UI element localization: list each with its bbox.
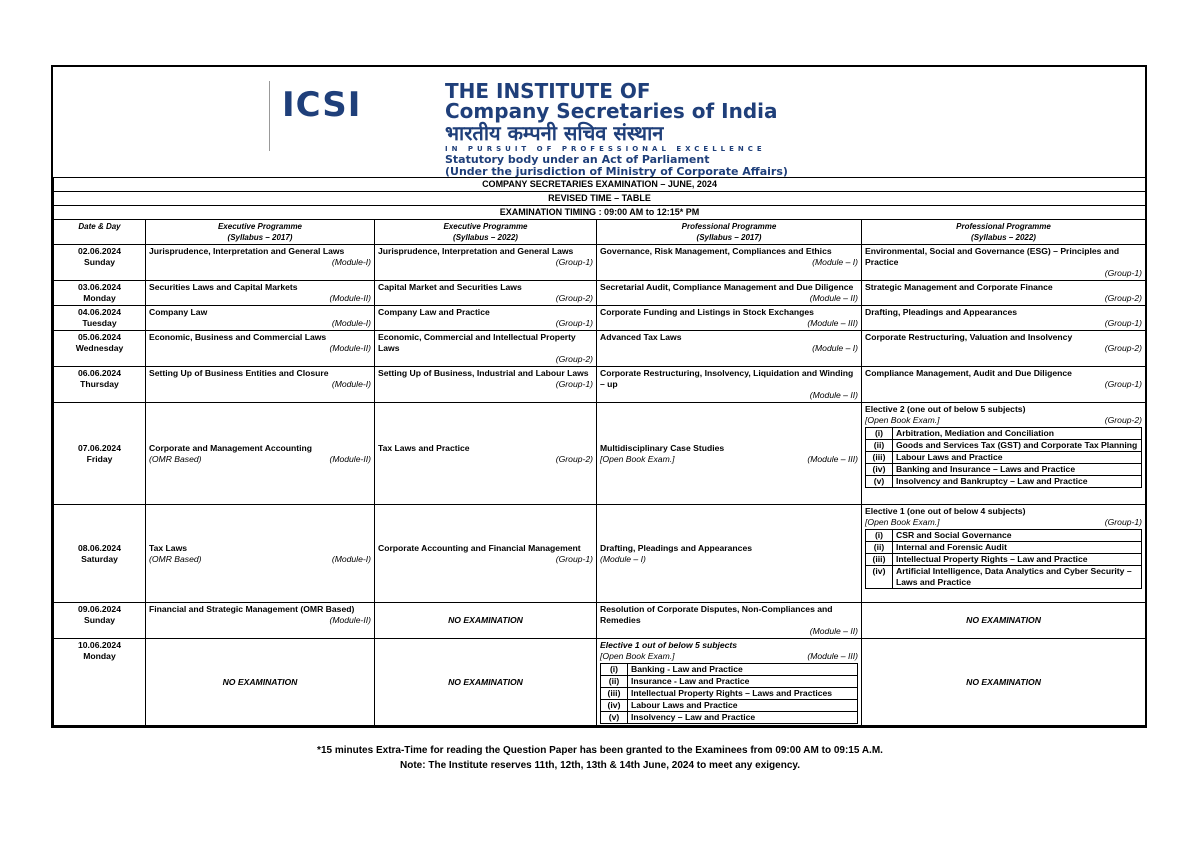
elective-item	[866, 542, 1142, 554]
timetable-frame	[51, 65, 1147, 728]
subject-cell: Jurisprudence, Interpretation and General Laws (Group-1)	[375, 245, 597, 281]
elective-number: (iv)	[866, 464, 893, 476]
no-exam-cell: NO EXAMINATION	[375, 639, 597, 726]
date-cell: 07.06.2024 Friday	[54, 403, 146, 505]
subject-cell: Strategic Management and Corporate Finance (Group-2)	[862, 281, 1146, 306]
col-prof-2017: Professional Programme (Syllabus – 2017)	[597, 220, 862, 245]
subject-cell: Setting Up of Business, Industrial and Labour Laws (Group-1)	[375, 367, 597, 403]
table-row	[54, 306, 1146, 331]
subject-cell: Compliance Management, Audit and Due Diligence (Group-1)	[862, 367, 1146, 403]
footer-note-1: *15 minutes Extra-Time for reading the Question Paper has been granted to the Examinees from 09:00 AM to 09:15 A.M.	[317, 745, 883, 756]
subject-cell: Resolution of Corporate Disputes, Non-Compliances and Remedies (Module – II)	[597, 603, 862, 639]
elective-list	[865, 427, 1142, 488]
subject-cell: Jurisprudence, Interpretation and General Laws (Module-I)	[146, 245, 375, 281]
col-prof-2022: Professional Programme (Syllabus – 2022)	[862, 220, 1146, 245]
subject-cell: Corporate Funding and Listings in Stock Exchanges (Module – III)	[597, 306, 862, 331]
subject-cell: Financial and Strategic Management (OMR Based) (Module-II)	[146, 603, 375, 639]
subject-cell: Drafting, Pleadings and Appearances (Module – I)	[597, 505, 862, 603]
date-cell: 03.06.2024 Monday	[54, 281, 146, 306]
elective-item	[601, 664, 858, 676]
subject-cell: Economic, Commercial and Intellectual Property Laws (Group-2)	[375, 331, 597, 367]
elective-subject: Intellectual Property Rights – Laws and Practices	[628, 688, 858, 700]
elective-item	[866, 464, 1142, 476]
exam-title: COMPANY SECRETARIES EXAMINATION – JUNE, 2024	[54, 178, 1146, 192]
elective-subject: Insurance - Law and Practice	[628, 676, 858, 688]
elective-subject: Artificial Intelligence, Data Analytics and Cyber Security – Laws and Practice	[893, 566, 1142, 589]
elective-subject: Banking and Insurance – Laws and Practice	[893, 464, 1142, 476]
letterhead	[53, 67, 1145, 177]
subject-cell: Corporate and Management Accounting (OMR Based) (Module-II)	[146, 403, 375, 505]
no-exam-cell: NO EXAMINATION	[146, 639, 375, 726]
elective-item	[601, 688, 858, 700]
subject-cell: Secretarial Audit, Compliance Management and Due Diligence (Module – II)	[597, 281, 862, 306]
col-date: Date & Day	[54, 220, 146, 245]
subject-cell: Tax Laws and Practice (Group-2)	[375, 403, 597, 505]
table-row	[54, 331, 1146, 367]
elective-cell: Elective 1 out of below 5 subjects [Open Book Exam.] (Module – III) (i) Banking - Law and Practice (ii) Insurance - Law and Practice (iii) Intellectual Property Rights – Laws and Practices (iv) Labour Laws and Practice (v) Insolvency – Law and Practice	[597, 639, 862, 726]
elective-subject: Labour Laws and Practice	[893, 452, 1142, 464]
subject-cell: Company Law and Practice (Group-1)	[375, 306, 597, 331]
elective-item	[866, 566, 1142, 589]
elective-subject: Intellectual Property Rights – Law and Practice	[893, 554, 1142, 566]
elective-number: (v)	[866, 476, 893, 488]
date-cell: 02.06.2024 Sunday	[54, 245, 146, 281]
exam-schedule-table	[53, 177, 1146, 726]
elective-item	[866, 476, 1142, 488]
elective-number: (iii)	[601, 688, 628, 700]
elective-item	[866, 530, 1142, 542]
elective-cell: Elective 1 (one out of below 4 subjects) [Open Book Exam.] (Group-1) (i) CSR and Social Governance (ii) Internal and Forensic Audit (iii) Intellectual Property Rights – Law and Practice (iv) Artificial Intelligence, Data Analytics and Cyber Security – Laws and Practice	[862, 505, 1146, 603]
institute-line2: Company Secretaries of India	[445, 99, 778, 123]
subject-cell: Advanced Tax Laws (Module – I)	[597, 331, 862, 367]
elective-item	[866, 554, 1142, 566]
elective-number: (iv)	[866, 566, 893, 589]
no-exam-cell: NO EXAMINATION	[862, 603, 1146, 639]
elective-cell: Elective 2 (one out of below 5 subjects) [Open Book Exam.] (Group-2) (i) Arbitration, Mediation and Conciliation (ii) Goods and Services Tax (GST) and Corporate Tax Planning (iii) Labour Laws and Practice (iv) Banking and Insurance – Laws and Practice (v) Insolvency and Bankruptcy – Law and Practice	[862, 403, 1146, 505]
elective-number: (ii)	[601, 676, 628, 688]
elective-number: (i)	[866, 428, 893, 440]
divider	[269, 81, 270, 151]
statutory-line: Statutory body under an Act of Parliament	[445, 153, 710, 166]
elective-number: (iv)	[601, 700, 628, 712]
elective-item	[601, 676, 858, 688]
timing-title: EXAMINATION TIMING : 09:00 AM to 12:15* PM	[54, 206, 1146, 220]
institute-hindi: भारतीय कम्पनी सचिव संस्थान	[445, 121, 664, 145]
footer-note-2: Note: The Institute reserves 11th, 12th, 13th & 14th June, 2024 to meet any exigency.	[400, 760, 800, 771]
col-exec-2017: Executive Programme (Syllabus – 2017)	[146, 220, 375, 245]
subject-cell: Tax Laws (OMR Based) (Module-I)	[146, 505, 375, 603]
no-exam-cell: NO EXAMINATION	[375, 603, 597, 639]
elective-subject: Insolvency – Law and Practice	[628, 712, 858, 724]
date-cell: 05.06.2024 Wednesday	[54, 331, 146, 367]
subject-cell: Environmental, Social and Governance (ESG) – Principles and Practice (Group-1)	[862, 245, 1146, 281]
elective-list	[600, 663, 858, 724]
subject-cell: Corporate Restructuring, Valuation and Insolvency (Group-2)	[862, 331, 1146, 367]
table-row	[54, 505, 1146, 603]
elective-number: (i)	[866, 530, 893, 542]
header-row	[54, 220, 1146, 245]
subject-cell: Setting Up of Business Entities and Closure (Module-I)	[146, 367, 375, 403]
subject-cell: Economic, Business and Commercial Laws (Module-II)	[146, 331, 375, 367]
table-row	[54, 603, 1146, 639]
elective-number: (v)	[601, 712, 628, 724]
elective-item	[866, 428, 1142, 440]
subject-cell: Corporate Restructuring, Insolvency, Liquidation and Winding – up (Module – II)	[597, 367, 862, 403]
col-exec-2022: Executive Programme (Syllabus – 2022)	[375, 220, 597, 245]
institute-name-block	[445, 81, 788, 178]
tagline: IN PURSUIT OF PROFESSIONAL EXCELLENCE	[445, 145, 766, 153]
elective-number: (ii)	[866, 440, 893, 452]
subject-cell: Multidisciplinary Case Studies [Open Book Exam.] (Module – III)	[597, 403, 862, 505]
table-row	[54, 367, 1146, 403]
table-row	[54, 639, 1146, 726]
subject-cell: Company Law (Module-I)	[146, 306, 375, 331]
elective-subject: Internal and Forensic Audit	[893, 542, 1142, 554]
institute-line1: THE INSTITUTE OF	[445, 79, 651, 103]
elective-item	[601, 712, 858, 724]
elective-item	[866, 440, 1142, 452]
elective-subject: CSR and Social Governance	[893, 530, 1142, 542]
subject-cell: Capital Market and Securities Laws (Group-2)	[375, 281, 597, 306]
icsi-logo: ICSI	[282, 85, 362, 125]
table-row	[54, 281, 1146, 306]
elective-item	[866, 452, 1142, 464]
date-cell: 04.06.2024 Tuesday	[54, 306, 146, 331]
date-cell: 09.06.2024 Sunday	[54, 603, 146, 639]
subject-cell: Drafting, Pleadings and Appearances (Group-1)	[862, 306, 1146, 331]
elective-number: (iii)	[866, 452, 893, 464]
date-cell: 10.06.2024 Monday	[54, 639, 146, 726]
elective-subject: Labour Laws and Practice	[628, 700, 858, 712]
elective-subject: Goods and Services Tax (GST) and Corporate Tax Planning	[893, 440, 1142, 452]
subject-cell: Corporate Accounting and Financial Management (Group-1)	[375, 505, 597, 603]
elective-item	[601, 700, 858, 712]
table-row	[54, 245, 1146, 281]
subject-cell: Governance, Risk Management, Compliances and Ethics (Module – I)	[597, 245, 862, 281]
elective-subject: Insolvency and Bankruptcy – Law and Practice	[893, 476, 1142, 488]
jurisdiction-line: (Under the jurisdiction of Ministry of Corporate Affairs)	[445, 165, 788, 178]
no-exam-cell: NO EXAMINATION	[862, 639, 1146, 726]
date-cell: 06.06.2024 Thursday	[54, 367, 146, 403]
elective-number: (ii)	[866, 542, 893, 554]
revised-title: REVISED TIME – TABLE	[54, 192, 1146, 206]
date-cell: 08.06.2024 Saturday	[54, 505, 146, 603]
subject-cell: Securities Laws and Capital Markets (Module-II)	[146, 281, 375, 306]
elective-number: (iii)	[866, 554, 893, 566]
elective-subject: Banking - Law and Practice	[628, 664, 858, 676]
simple-rows	[54, 245, 1146, 403]
table-row	[54, 403, 1146, 505]
elective-subject: Arbitration, Mediation and Conciliation	[893, 428, 1142, 440]
elective-list	[865, 529, 1142, 589]
elective-number: (i)	[601, 664, 628, 676]
